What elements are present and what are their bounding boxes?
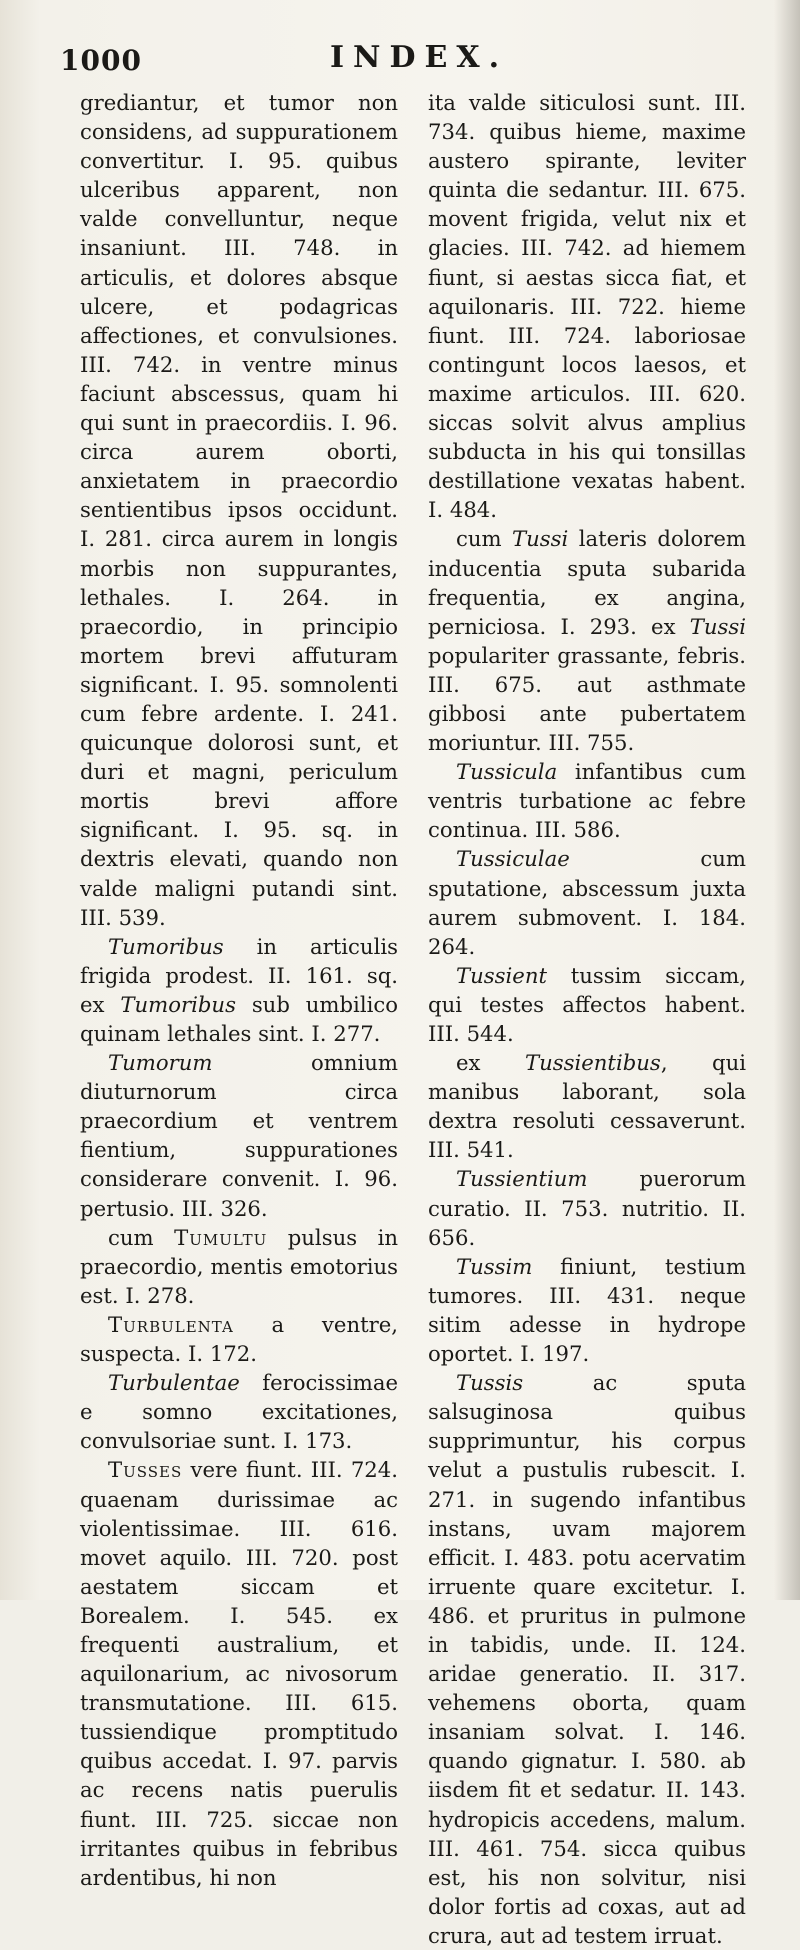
running-head: INDEX. xyxy=(330,40,509,75)
entry-tussient xyxy=(428,961,746,1048)
entry-lemma: Tussicula xyxy=(456,759,558,785)
page-edge-shadow xyxy=(774,0,800,1600)
entry-text: ac sputa salsuginosa quibus supprimuntur, his corpus velut a pustulis rubescit. I. 271. in sugendo infantibus instans, uvam majorem efficit. I. 483. potu acervatim irruente quare excitetur. I. 486. et pruritus in pulmone in tabidis, unde. II. 124. aridae generatio. II. 317. vehemens oborta, quam insaniam solvat. I. 146. quando gignatur. I. 580. ab iisdem fit et sedatur. II. 143. hydropicis accedens, malum. III. 461. 754. sicca quibus est, his non solvitur, nisi dolor fortis ad coxas, aut ad crura, aut ad testem irruat. xyxy=(428,1370,746,1948)
entry-tussis xyxy=(428,1368,746,1950)
entry-text: vere fiunt. III. 724. quaenam durissimae ac violentissimae. III. 616. movet aquilo. III. 720. post aestatem siccam et Borealem. I. 545. ex frequenti australium, et aquilonarium, ac nivosorum transmutatione. III. 615. tussiendique promptitudo quibus accedat. I. 97. parvis ac recens natis puerulis fiunt. III. 725. siccae non irritantes quibus in febribus ardentibus, hi non xyxy=(80,1457,398,1890)
entry-text: populariter grassante, febris. III. 675. aut asthmate gibbosi ante pubertatem moriuntur. III. 755. xyxy=(428,642,746,756)
left-column xyxy=(80,88,398,1892)
entry-text: pulsus in praecordio, mentis emotorius est. I. 278. xyxy=(80,1224,398,1308)
entry-lemma: Turbulentae xyxy=(108,1370,240,1396)
entry-text: tussim siccam, qui testes affectos habent. III. 544. xyxy=(428,962,746,1046)
entry-tussiculae xyxy=(428,844,746,960)
entry-lemma: Tussientibus xyxy=(524,1050,661,1076)
right-column xyxy=(428,88,746,1950)
entry-tumoribus xyxy=(80,932,398,1048)
entry-turbulenta xyxy=(80,1310,398,1368)
page-number: 1000 xyxy=(60,44,142,77)
entry-text: a ventre, suspecta. I. 172. xyxy=(80,1311,398,1367)
entry-lemma: Tumoribus xyxy=(108,933,224,959)
entry-lemma: Tumultu xyxy=(174,1224,268,1250)
entry-tussim xyxy=(428,1252,746,1368)
entry-text: in articulis frigida prodest. II. 161. sq. ex xyxy=(80,933,398,1017)
entry-tussi xyxy=(428,524,746,757)
entry-text: ferocissimae e somno excitationes, convulsoriae sunt. I. 173. xyxy=(80,1370,398,1454)
entry-lemma: Tussim xyxy=(456,1253,533,1279)
page-header xyxy=(0,40,800,82)
entry-text: cum sputatione, abscessum juxta aurem submovent. I. 184. 264. xyxy=(428,846,746,959)
entry-text: cum xyxy=(108,1224,175,1250)
entry-lemma: Tusses xyxy=(108,1457,183,1483)
entry-text: ita valde siticulosi sunt. III. 734. quibus hieme, maxime austero spirante, leviter quinta die sedantur. III. 675. movent frigida, velut nix et glacies. III. 742. ad hiemem fiunt, si aestas sicca fiat, et aquilonaris. III. 722. hieme fiunt. III. 724. laboriosae contingunt locos laesos, et maxime articulos. III. 620. siccas solvit alvus amplius subducta in his qui tonsillas destillatione vexatas habent. I. 484. xyxy=(428,90,746,523)
entry-text: lateris dolorem inducentia sputa subarida frequentia, ex angina, perniciosa. I. 293. ex xyxy=(428,526,746,639)
entry-lemma: Turbulenta xyxy=(108,1311,234,1337)
entry-tussicula xyxy=(428,757,746,844)
entry-text: ex xyxy=(456,1050,525,1076)
entry-continued xyxy=(80,88,398,932)
entry-text: infantibus cum ventris turbatione ac febre continua. III. 586. xyxy=(428,759,746,843)
entry-lemma: Tussiculae xyxy=(456,846,570,872)
entry-tussientibus xyxy=(428,1048,746,1164)
entry-text: grediantur, et tumor non considens, ad suppurationem convertitur. I. 95. quibus ulceribus apparent, non valde convelluntur, neque insaniunt. III. 748. in articulis, et dolores absque ulcere, et podagricas affectiones, et convulsiones. III. 742. in ventre minus faciunt abscessus, quam hi qui sunt in praecordiis. I. 96. circa aurem oborti, anxietatem in praecordio sentientibus ipsos occidunt. I. 281. circa aurem in longis morbis non suppurantes, lethales. I. 264. in praecordio, in principio mortem brevi affuturam significant. I. 95. somnolenti cum febre ardente. I. 241. quicunque dolorosi sunt, et duri et magni, periculum mortis brevi affore significant. I. 95. sq. in dextris elevati, quando non valde maligni putandi sint. III. 539. xyxy=(80,90,398,930)
entry-continued xyxy=(428,88,746,524)
entry-lemma: Tussient xyxy=(456,962,547,988)
entry-turbulentae xyxy=(80,1368,398,1455)
entry-lemma: Tumorum xyxy=(108,1050,213,1076)
entry-lemma: Tussis xyxy=(456,1370,524,1396)
entry-lemma: Tussientium xyxy=(456,1166,588,1192)
entry-tusses xyxy=(80,1455,398,1891)
entry-text: finiunt, testium tumores. III. 431. neque sitim adesse in hydrope oportet. I. 197. xyxy=(428,1253,746,1367)
entry-lemma: Tussi xyxy=(512,526,569,552)
entry-lemma-inline: Tumoribus xyxy=(120,991,236,1017)
entry-text: , qui manibus laborant, sola dextra resoluti cessaverunt. III. 541. xyxy=(428,1050,746,1163)
entry-text: omnium diuturnorum circa praecordium et ventrem fientium, suppurationes considerare convenit. I. 96. pertusio. III. 326. xyxy=(80,1050,398,1221)
entry-lemma-inline: Tussi xyxy=(689,613,746,639)
entry-text: sub umbilico quinam lethales sint. I. 277. xyxy=(80,991,398,1046)
entry-text: cum xyxy=(456,526,513,552)
entry-tussientium xyxy=(428,1164,746,1251)
entry-tumorum xyxy=(80,1048,398,1223)
entry-text: puerorum curatio. II. 753. nutritio. II. 656. xyxy=(428,1166,746,1250)
entry-tumultu xyxy=(80,1223,398,1310)
